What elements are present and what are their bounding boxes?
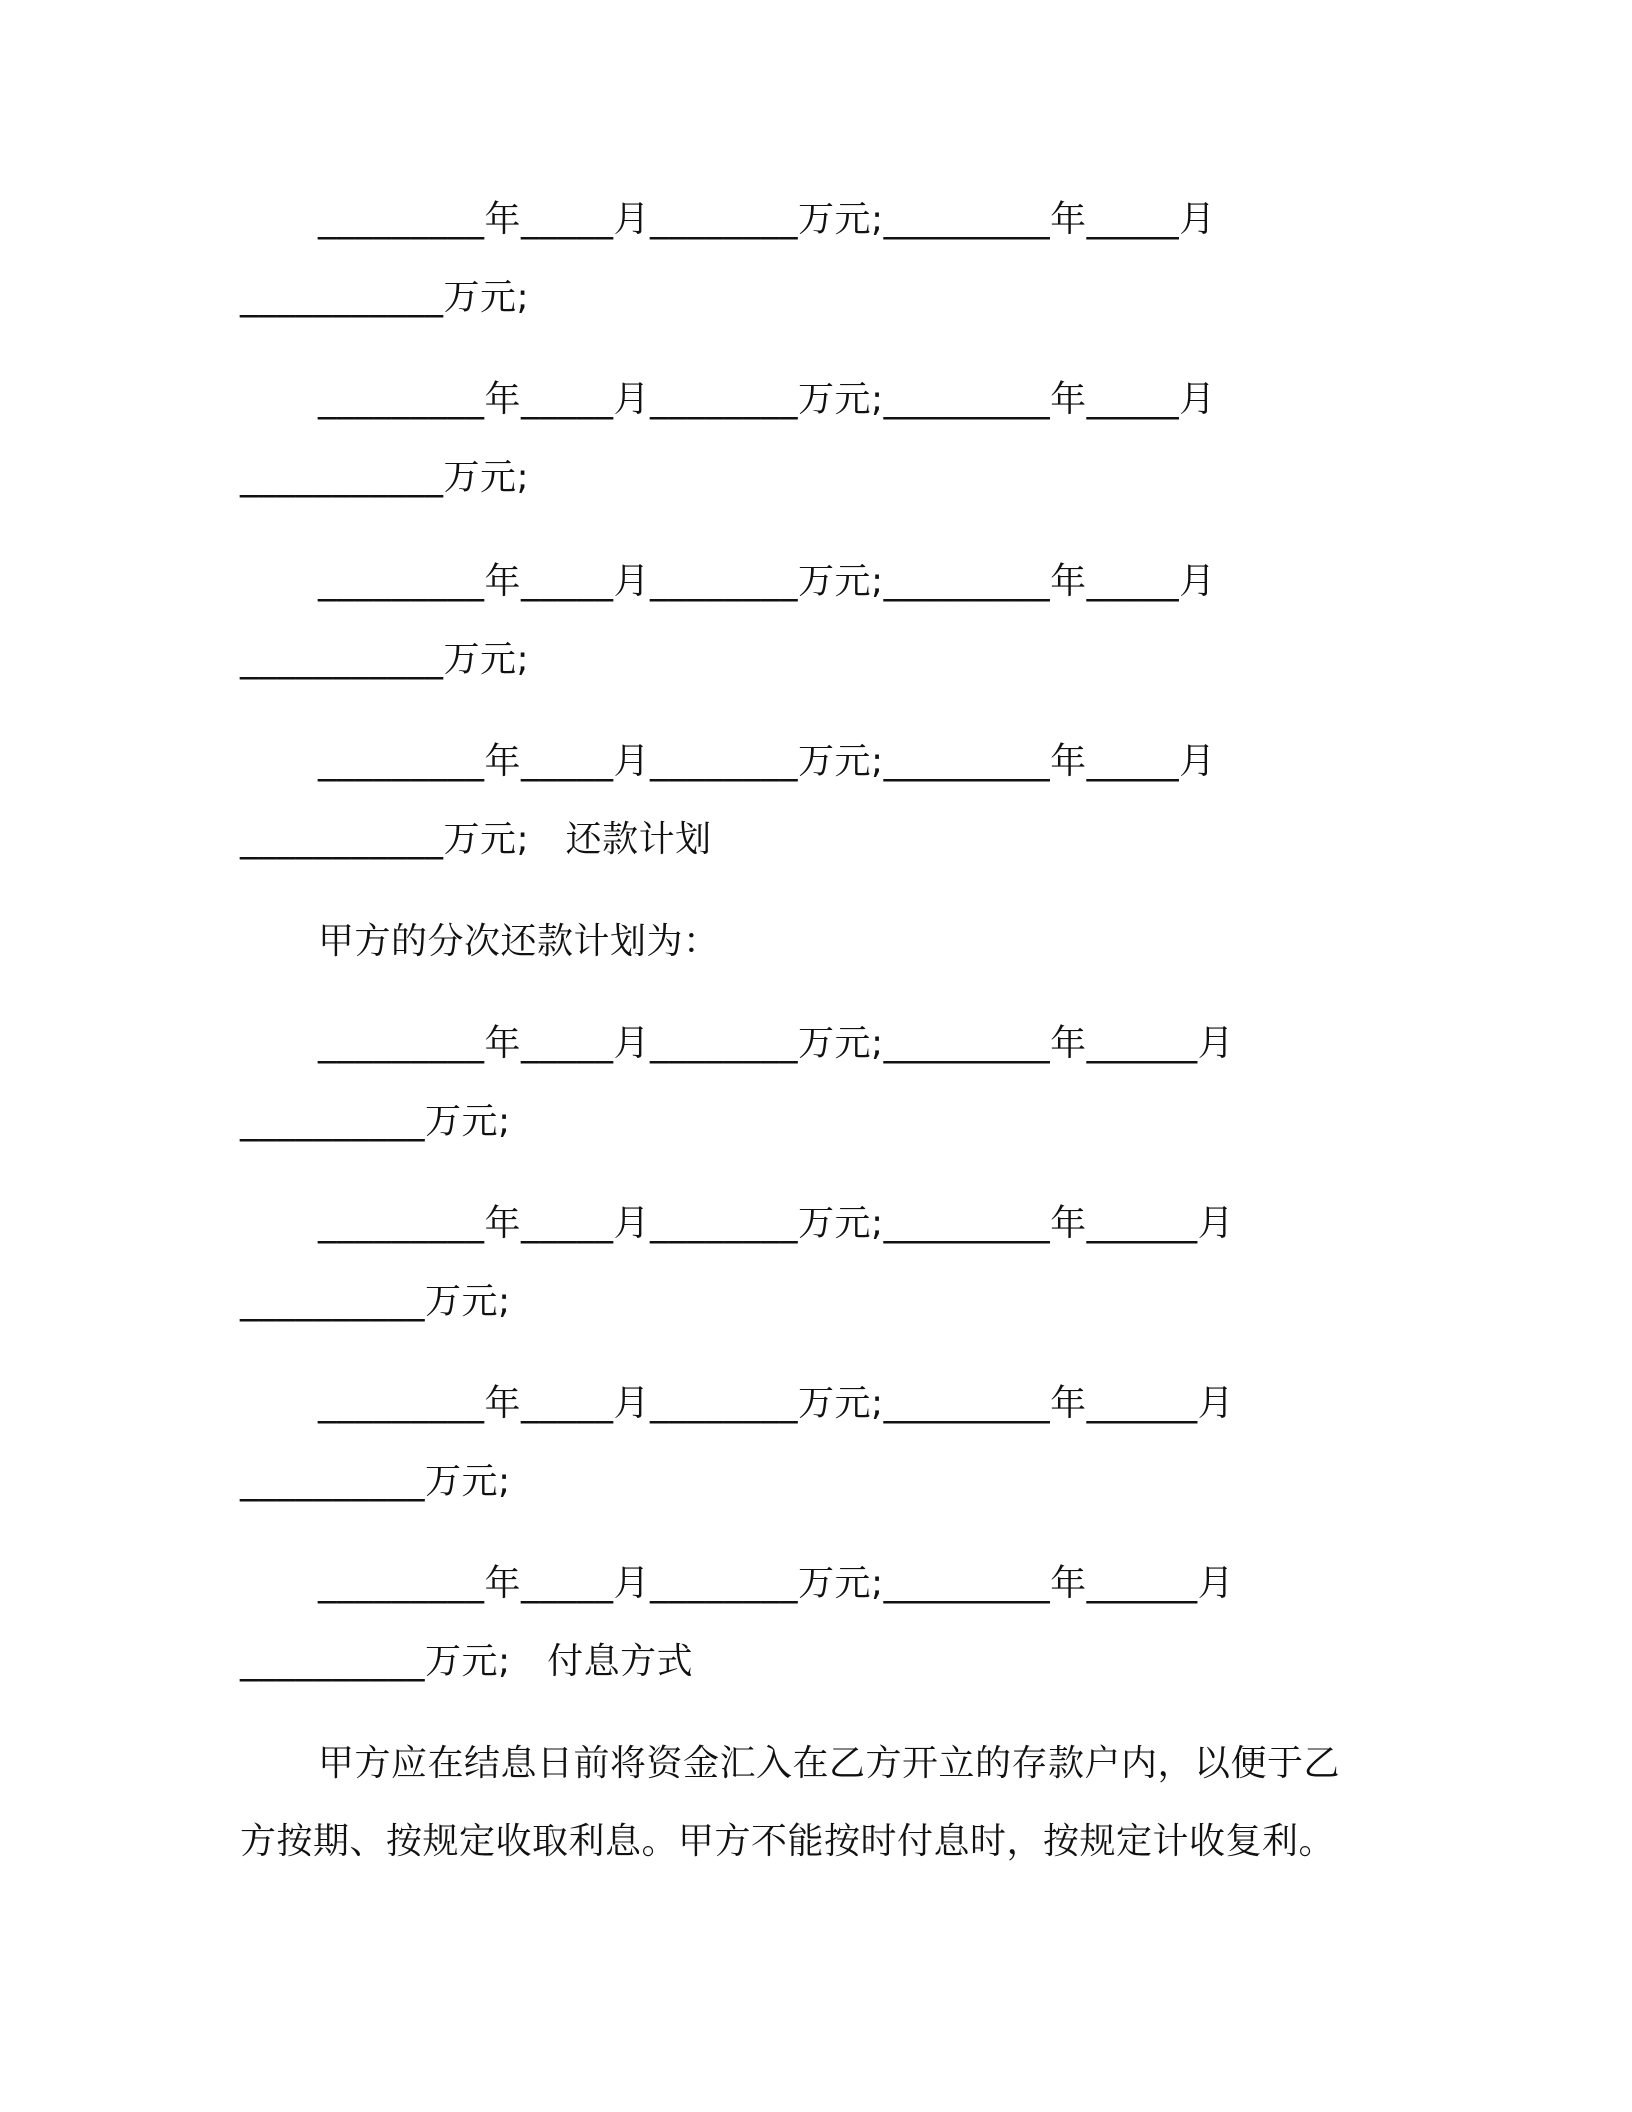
- schedule-line: _________年_____月________万元;_________年_____月: [318, 741, 1216, 782]
- schedule-line: _________年_____月________万元;_________年_____月: [318, 561, 1216, 602]
- section-intro: 甲方的分次还款计划为：: [318, 921, 720, 962]
- schedule-line: __________万元;: [240, 1281, 511, 1322]
- paragraph-line: 方按期、按规定收取利息。甲方不能按时付息时，按规定计收复利。: [240, 1821, 1336, 1862]
- schedule-line: __________万元;: [240, 1461, 511, 1502]
- schedule-line: ___________万元;: [240, 457, 530, 498]
- schedule-line-with-heading: ___________万元; 还款计划: [240, 819, 712, 860]
- schedule-line: ___________万元;: [240, 277, 530, 318]
- schedule-line: _________年_____月________万元;_________年_____月: [318, 199, 1216, 240]
- schedule-line: _________年_____月________万元;_________年_____月: [318, 379, 1216, 420]
- paragraph-line: 甲方应在结息日前将资金汇入在乙方开立的存款户内，以便于乙: [318, 1743, 1341, 1784]
- schedule-line: _________年_____月________万元;_________年______月: [318, 1563, 1235, 1604]
- schedule-line: _________年_____月________万元;_________年______月: [318, 1023, 1235, 1064]
- schedule-line: ___________万元;: [240, 639, 530, 680]
- schedule-line: __________万元;: [240, 1101, 511, 1142]
- schedule-line-with-heading: __________万元; 付息方式: [240, 1641, 694, 1682]
- schedule-line: _________年_____月________万元;_________年______月: [318, 1383, 1235, 1424]
- schedule-line: _________年_____月________万元;_________年______月: [318, 1203, 1235, 1244]
